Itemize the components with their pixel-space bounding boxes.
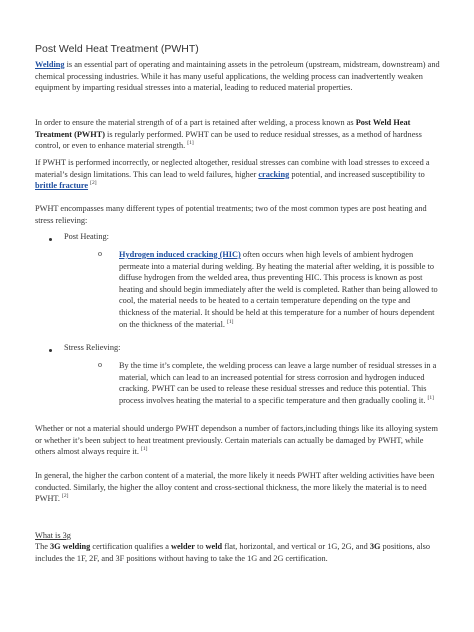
pwht-failure-paragraph: [35, 157, 445, 192]
factors-paragraph: [35, 423, 445, 458]
post-heating-description: [119, 249, 441, 330]
pwht-def-text-a: In order to ensure the material strength of of a part is retained after welding, a process known as: [35, 118, 356, 127]
failure-text-b: potential, and increased susceptibility to: [289, 169, 425, 179]
3g-text-c: certification qualifies a: [90, 542, 171, 551]
treatment-types-paragraph: PWHT encompasses many different types of potential treatments; two of the most common types are post heating and stress relieving:: [35, 204, 427, 225]
carbon-content-paragraph: [35, 470, 445, 505]
3g-paragraph: [35, 541, 445, 564]
pwht-definition-paragraph: [35, 117, 445, 152]
ref-superscript: [2]: [90, 180, 97, 187]
welding-link[interactable]: Welding: [35, 60, 65, 69]
3g-text-a: The: [35, 542, 50, 551]
post-heating-label: Post Heating:: [64, 232, 109, 241]
failure-text-a: If PWHT is performed incorrectly, or neglected altogether, residual stresses can combine with load stresses to exceed a material’s design limitations. This can lead to weld failures, higher: [35, 158, 430, 179]
stress-relieving-label: Stress Relieving:: [64, 343, 121, 352]
what-is-3g-heading: [35, 530, 445, 542]
brittle-fracture-link[interactable]: brittle fracture: [35, 181, 89, 191]
hic-link[interactable]: Hydrogen induced cracking (HIC): [119, 250, 241, 259]
pwht-def-bold: Post Weld Heat Treatment (PWHT): [35, 118, 411, 139]
sub-bullet-circle: o: [98, 249, 102, 258]
bullet-dot: [49, 238, 52, 241]
ref-superscript: [1]: [187, 140, 194, 147]
ref-superscript: [1]: [427, 395, 434, 402]
intro-text: is an essential part of operating and maintaining assets in the petroleum (upstream, midstream, downstream) and chemical processing industries. While it has many useful applications, the welding process can inadvertently weaken equipment by imparting residual stresses into a material, leading to reduced material properties.: [35, 60, 440, 93]
pwht-def-text-b: is regularly performed. PWHT can be used to reduce residual stresses, as a method of hardness control, or even to enhance material strength.: [35, 129, 422, 151]
3g-text-f: positions, also includes the 1F, 2F, and 3F positions without having to take the 1G and 2G certification.: [35, 542, 431, 563]
carbon-text: In general, the higher the carbon content of a material, the more likely it needs PWHT after welding activities have been conducted. Similarly, the higher the alloy content and cross-sectional thickness, the more likely the material is to need PWHT.: [35, 471, 435, 504]
ref-superscript: [1]: [141, 446, 148, 453]
stress-relieving-text: By the time it’s complete, the welding process can leave a large number of residual stresses in a material, which can lead to an increased potential for stress corrosion and hydrogen induced cracking. PWHT can be used to release these residual stresses and reduce this potential. This process involves heating the material to a specific temperature and then gradually cooling it.: [119, 361, 437, 405]
bullet-dot: [49, 349, 52, 352]
3g-text-d: to: [194, 542, 206, 551]
ref-superscript: [2]: [62, 493, 69, 500]
stress-relieving-description: [119, 360, 441, 406]
3g-bold-3g-welding: 3G welding: [49, 542, 91, 551]
ref-superscript: [1]: [227, 318, 234, 325]
cracking-link[interactable]: cracking: [258, 169, 290, 179]
3g-bold-weld: weld: [205, 542, 223, 551]
3g-bold-welder: welder: [170, 542, 195, 551]
sub-bullet-circle: o: [98, 360, 102, 369]
intro-paragraph: [35, 59, 445, 94]
page-title: Post Weld Heat Treatment (PWHT): [35, 43, 199, 55]
factors-text: Whether or not a material should undergo PWHT dependson a number of factors,including things like its alloying system or whether it’s been subject to heat treatment previously. Certain materials can actually be damaged by PWHT, while others almost always require it.: [35, 424, 438, 457]
what-is-3g-text: What is 3g: [35, 531, 71, 540]
post-heating-text: often occurs when high levels of ambient hydrogen permeate into a material during welding. By heating the material after welding, it is possible to diffuse hydrogen from the welded area, thus preventing HIC. This process is known as post heating and should begin immediately after the weld is completed. Rather than being allowed to cool, the material needs to be heated to a certain temperature depending on the type and thickness of the material. It should be held at this temperature for a number of hours dependent on the thickness of the material.: [119, 250, 438, 329]
3g-text-e: flat, horizontal, and vertical or 1G, 2G, and: [222, 542, 370, 551]
3g-bold-3g: 3G: [369, 542, 381, 551]
